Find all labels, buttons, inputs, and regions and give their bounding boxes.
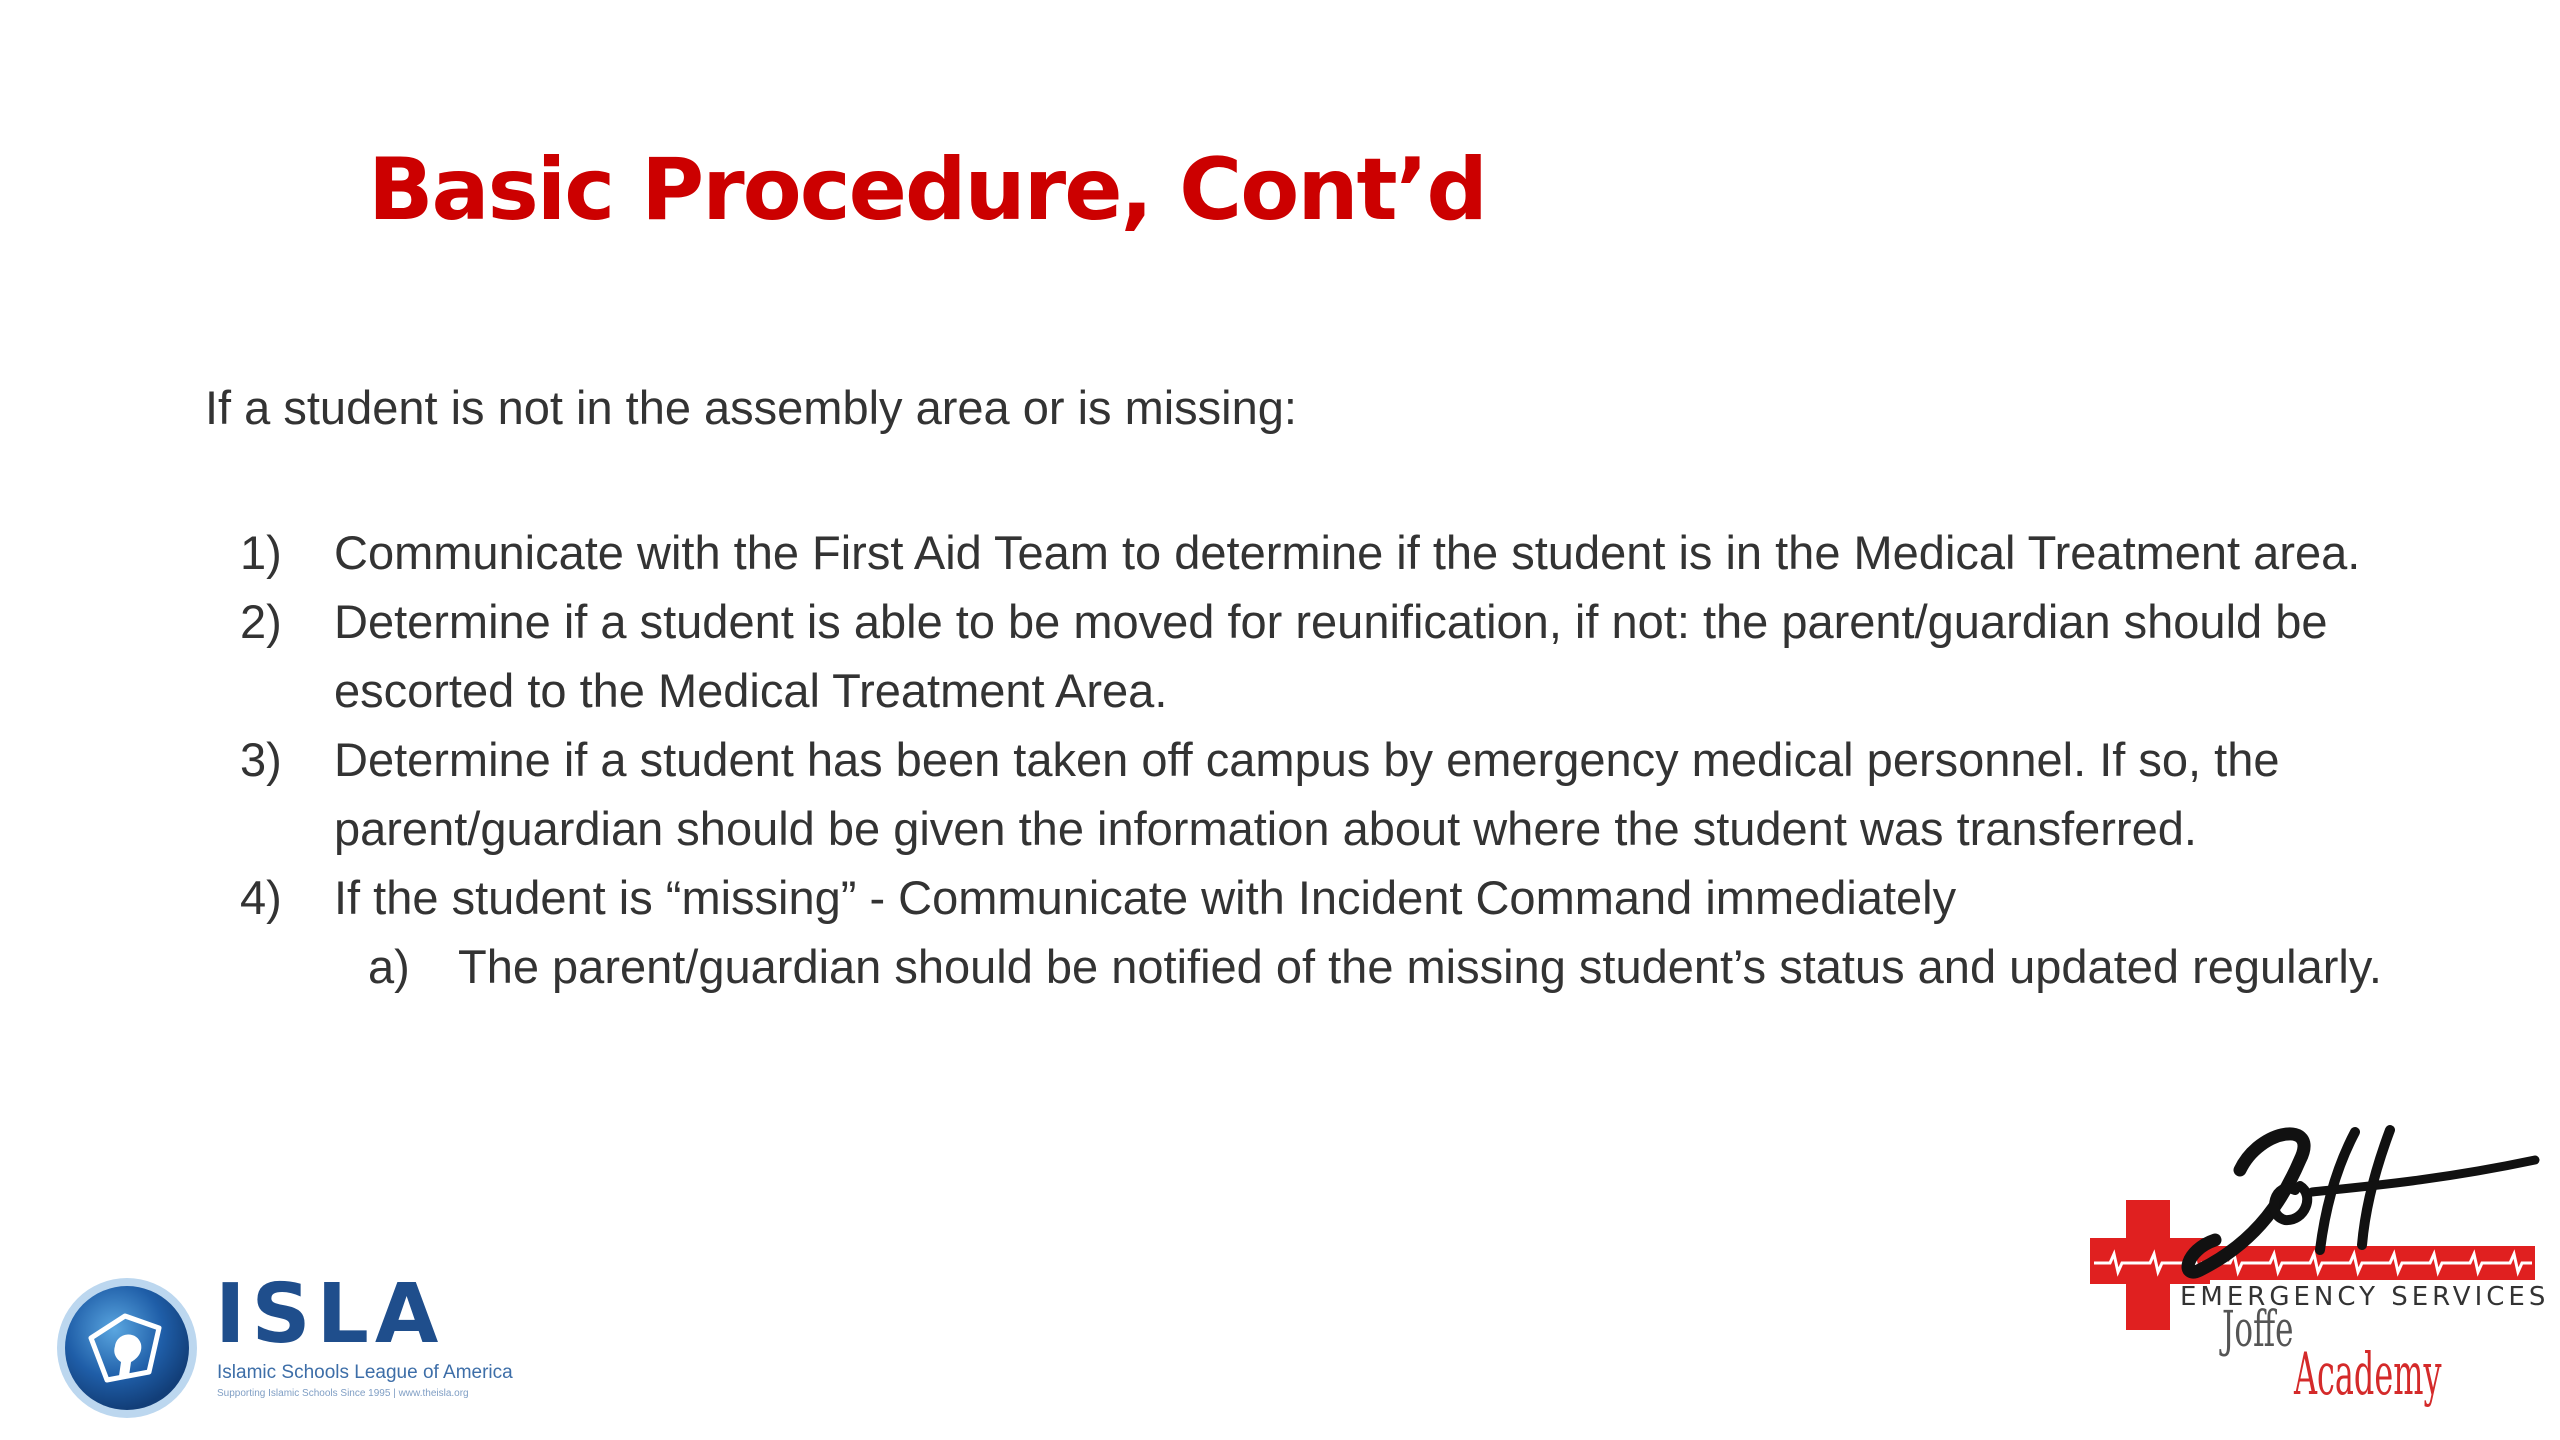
list-item xyxy=(240,587,2400,725)
joffe-logo xyxy=(2090,1120,2550,1420)
isla-logo xyxy=(55,1267,525,1422)
item-number: 3) xyxy=(240,733,282,786)
isla-subtitle: Islamic Schools League of America xyxy=(217,1362,513,1383)
joffe-academy: Academy xyxy=(2294,1340,2442,1408)
subitem-text: The parent/guardian should be notified of the missing student’s status and updated regularly. xyxy=(458,940,2382,993)
isla-emblem-icon xyxy=(55,1276,199,1420)
slide-title: Basic Procedure, Cont’d xyxy=(368,140,1486,240)
sub-list-item xyxy=(368,932,2400,1001)
isla-wordmark: ISLA xyxy=(215,1267,445,1362)
joffe-name: Joffe xyxy=(2222,1300,2294,1358)
isla-tagline: Supporting Islamic Schools Since 1995 | www.theisla.org xyxy=(217,1388,469,1399)
item-number: 1) xyxy=(240,526,282,579)
item-number: 4) xyxy=(240,871,282,924)
list-item xyxy=(240,518,2400,587)
list-item xyxy=(240,863,2400,932)
procedure-list xyxy=(240,518,2400,1001)
item-text: If the student is “missing” - Communicate with Incident Command immediately xyxy=(334,871,1957,924)
list-item xyxy=(240,725,2400,863)
item-number: 2) xyxy=(240,595,282,648)
item-text: Communicate with the First Aid Team to determine if the student is in the Medical Treatment area. xyxy=(334,526,2361,579)
joffe-emergency-services: EMERGENCY SERVICES xyxy=(2180,1282,2550,1312)
item-text: Determine if a student is able to be moved for reunification, if not: the parent/guardian should be escorted to the Medical Treatment Area. xyxy=(334,595,2328,717)
item-text: Determine if a student has been taken off campus by emergency medical personnel. If so, the parent/guardian should be given the information about where the student was transferred. xyxy=(334,733,2280,855)
subitem-letter: a) xyxy=(368,940,410,993)
intro-text: If a student is not in the assembly area or is missing: xyxy=(205,381,1297,434)
